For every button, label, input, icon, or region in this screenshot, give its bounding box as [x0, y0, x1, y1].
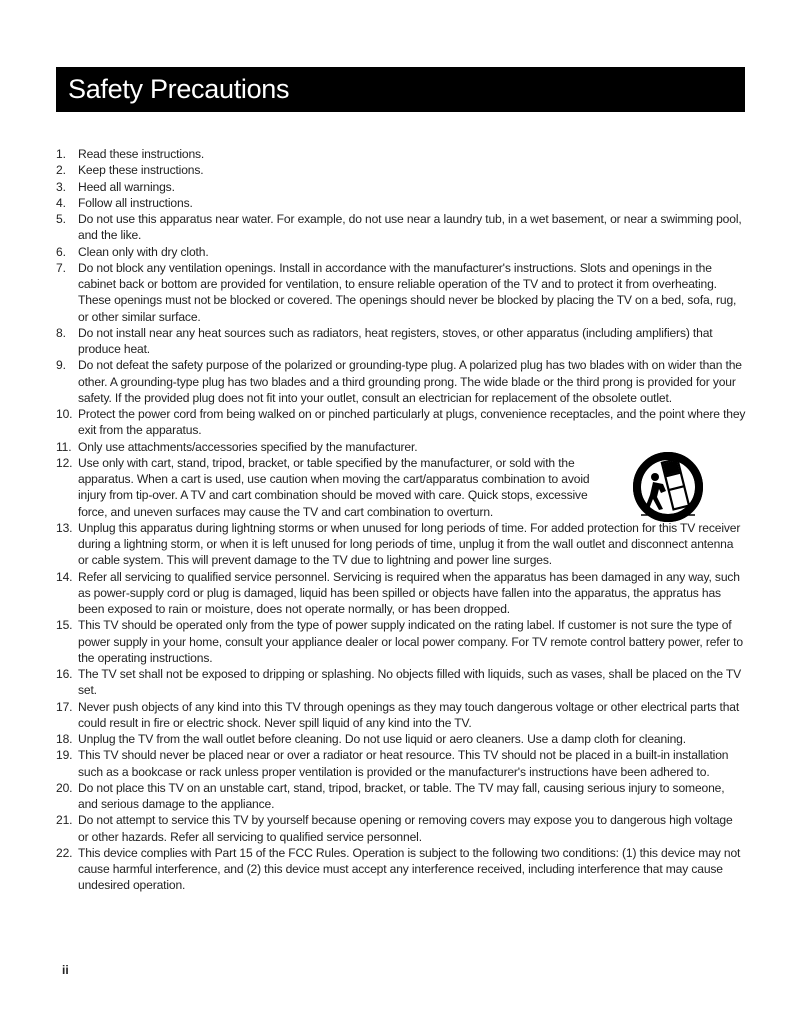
- list-item: [56, 569, 746, 618]
- list-item: [56, 617, 746, 666]
- item-number: 10.: [56, 407, 73, 421]
- item-text: Do not place this TV on an unstable cart, stand, tripod, bracket, or table. The TV may fall, causing serious injury to someone, and serious damage to the appliance.: [78, 780, 725, 811]
- list-item: [56, 146, 746, 162]
- item-number: 18.: [56, 732, 73, 746]
- item-number: 3.: [56, 179, 66, 194]
- item-text: The TV set shall not be exposed to dripping or splashing. No objects filled with liquids, such as vases, shall be placed on the TV set.: [78, 667, 742, 698]
- item-text: Never push objects of any kind into this TV through openings as they may touch dangerous voltage or other electrical parts that could result in fire or electric shock. Never spill liquid of any kind into the TV.: [78, 699, 740, 730]
- list-item: [56, 845, 746, 894]
- list-item: [56, 211, 746, 244]
- item-text: Use only with cart, stand, tripod, bracket, or table specified by the manufacturer, or sold with the apparatus. When a cart is used, use caution when moving the cart/apparatus combination to avoid injury from tip-over. A TV and cart combination should be moved with care. Quick stops, excessive force, and uneven surfaces may cause the TV and cart combination to overturn.: [78, 455, 590, 519]
- item-text: Do not use this apparatus near water. For example, do not use near a laundry tub, in a wet basement, or near a swimming pool, and the like.: [78, 212, 742, 243]
- item-number: 7.: [56, 260, 66, 275]
- item-text: Only use attachments/accessories specified by the manufacturer.: [78, 439, 418, 454]
- page-title: Safety Precautions: [68, 74, 290, 104]
- list-item: [56, 747, 746, 780]
- item-text: Unplug the TV from the wall outlet before cleaning. Do not use liquid or aero cleaners. Use a damp cloth for cleaning.: [78, 732, 686, 746]
- item-number: 5.: [56, 212, 66, 226]
- list-item: [56, 406, 746, 439]
- item-text: This TV should never be placed near or over a radiator or heat resource. This TV should not be placed in a built-in installation such as a bookcase or rack unless proper ventilation is provided or the manufacturer's instructions have been adhered to.: [78, 748, 729, 779]
- item-number: 6.: [56, 244, 66, 259]
- item-number: 19.: [56, 748, 73, 763]
- item-text: This device complies with Part 15 of the FCC Rules. Operation is subject to the following two conditions: (1) this device may not cause harmful interference, and (2) this device must accept any interference received, including interference that may cause undesired operation.: [78, 845, 741, 893]
- list-item: [56, 244, 746, 260]
- list-item: [56, 731, 746, 747]
- item-text: Do not block any ventilation openings. Install in accordance with the manufacturer's instructions. Slots and openings in the cabinet back or bottom are provided for ventilation, to ensure reliable operation of the TV and to protect it from overheating. These openings must not be blocked or covered. The openings should never be blocked by placing the TV on a bed, sofa, rug, or other similar surface.: [78, 260, 737, 324]
- item-number: 22.: [56, 845, 73, 860]
- item-text: Do not defeat the safety purpose of the polarized or grounding-type plug. A polarized plug has two blades with on wider than the other. A grounding-type plug has two blades and a third grounding prong. The wide blade or the third prong is provided for your safety. If the provided plug does not fit into your outlet, consult an electrician for replacement of the obsolete outlet.: [78, 358, 742, 405]
- item-text: Protect the power cord from being walked on or pinched particularly at plugs, convenience receptacles, and the point where they exit from the apparatus.: [78, 407, 746, 438]
- list-item: [56, 812, 746, 845]
- item-number: 15.: [56, 618, 73, 633]
- item-text: This TV should be operated only from the type of power supply indicated on the rating label. If customer is not sure the type of power supply in your home, consult your appliance dealer or local power company. For TV remote control battery power, refer to the operating instructions.: [78, 618, 743, 665]
- list-item: [56, 780, 746, 813]
- item-number: 14.: [56, 569, 73, 584]
- item-number: 16.: [56, 667, 73, 681]
- list-item: [56, 260, 746, 325]
- item-number: 17.: [56, 699, 73, 714]
- item-number: 12.: [56, 455, 73, 470]
- item-text: Heed all warnings.: [78, 179, 175, 194]
- list-item: [56, 195, 746, 211]
- item-number: 8.: [56, 325, 66, 340]
- page-number: ii: [62, 963, 69, 977]
- item-number: 11.: [56, 439, 72, 454]
- item-number: 21.: [56, 813, 73, 828]
- item-text: Clean only with dry cloth.: [78, 244, 209, 259]
- list-item: [56, 162, 746, 178]
- item-number: 2.: [56, 163, 66, 178]
- cart-tip-over-warning-icon: [633, 451, 703, 527]
- list-item: [56, 357, 746, 406]
- list-item: [56, 699, 746, 732]
- item-number: 4.: [56, 195, 66, 210]
- item-number: 9.: [56, 358, 66, 373]
- item-text: Refer all servicing to qualified service personnel. Servicing is required when the apparatus has been damaged in any way, such as power-supply cord or plug is damaged, liquid has been spilled or objects have fallen into the apparatus, the appratus has been exposed to rain or moisture, does not operate normally, or has been dropped.: [78, 569, 740, 616]
- item-text: Keep these instructions.: [78, 163, 204, 178]
- item-number: 1.: [56, 147, 66, 161]
- list-item: [56, 179, 746, 195]
- list-item: [56, 325, 746, 358]
- item-text: Do not attempt to service this TV by yourself because opening or removing covers may expose you to dangerous high voltage or other hazards. Refer all servicing to qualified service personnel.: [78, 813, 733, 844]
- item-number: 13.: [56, 520, 73, 535]
- item-number: 20.: [56, 780, 73, 795]
- list-item: [56, 520, 746, 569]
- section-header: [56, 67, 745, 112]
- item-text: Unplug this apparatus during lightning storms or when unused for long periods of time. For added protection for this TV receiver during a lightning storm, or when it is left unused for long periods of time, unplug it from the wall outlet and disconnect antenna or cable system. This will prevent damage to the TV due to lightning and power line surges.: [78, 520, 741, 568]
- list-item: [56, 666, 746, 699]
- item-text: Read these instructions.: [78, 147, 205, 161]
- item-text: Do not install near any heat sources such as radiators, heat registers, stoves, or other apparatus (including amplifiers) that produce heat.: [78, 325, 713, 356]
- item-text: Follow all instructions.: [78, 195, 193, 210]
